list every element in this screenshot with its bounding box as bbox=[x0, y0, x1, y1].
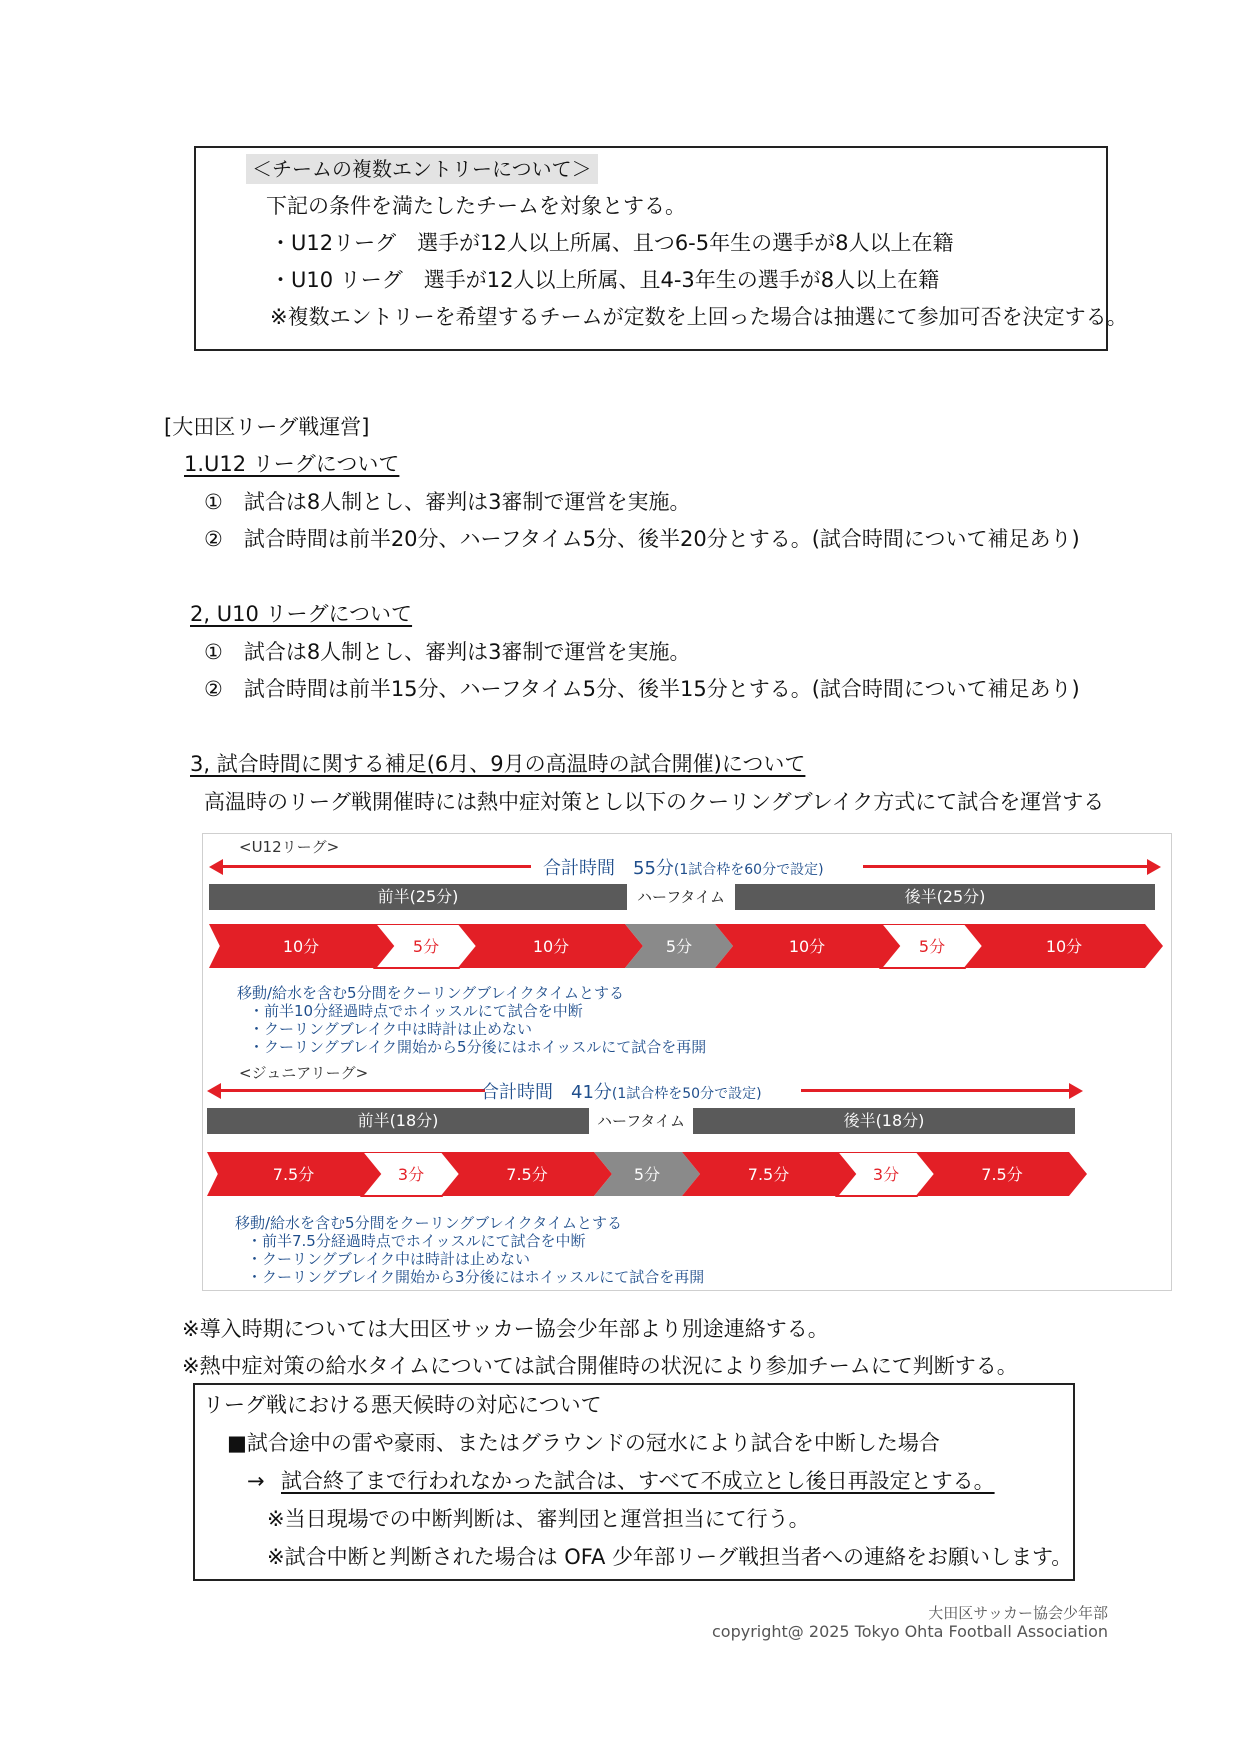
junior-segment-label: 7.5分 bbox=[506, 1165, 548, 1184]
u12-timeline bbox=[209, 924, 1169, 970]
total-line bbox=[219, 1089, 485, 1092]
junior-timeline bbox=[207, 1152, 1167, 1198]
entry-item: ・U12リーグ 選手が12人以上所属、且つ6-5年生の選手が8人以上在籍 bbox=[270, 231, 954, 255]
junior-second-half: 後半(18分) bbox=[693, 1108, 1075, 1134]
total-line bbox=[863, 865, 1149, 868]
weather-rule: 試合終了まで行われなかった試合は、すべて不成立とし後日再設定とする。 bbox=[281, 1469, 995, 1493]
u10-title: 2, U10 リーグについて bbox=[190, 602, 413, 626]
junior-note: 移動/給水を含む5分間をクーリングブレイクタイムとする bbox=[235, 1214, 623, 1232]
weather-note: ※当日現場での中断判断は、審判団と運営担当にて行う。 bbox=[267, 1507, 810, 1531]
junior-label: <ジュニアリーグ> bbox=[239, 1064, 369, 1082]
u12-segment-label: 10分 bbox=[788, 937, 826, 956]
footer-copyright: copyright@ 2025 Tokyo Ohta Football Association bbox=[712, 1622, 1108, 1641]
u10-item: ② 試合時間は前半15分、ハーフタイム5分、後半15分とする。(試合時間について補足あり) bbox=[204, 677, 1080, 701]
u12-item: ① 試合は8人制とし、審判は3審制で運営を実施。 bbox=[204, 490, 691, 514]
junior-segment-label: 7.5分 bbox=[981, 1165, 1023, 1184]
junior-note: ・前半7.5分経過時点でホイッスルにて試合を中断 bbox=[247, 1232, 586, 1250]
u12-segment-label: 5分 bbox=[412, 937, 440, 956]
entry-item: ・U10 リーグ 選手が12人以上所属、且4-3年生の選手が8人以上在籍 bbox=[270, 268, 940, 292]
u12-title: 1.U12 リーグについて bbox=[184, 452, 400, 476]
junior-segment-label: 5分 bbox=[633, 1165, 661, 1184]
junior-halftime: ハーフタイム bbox=[597, 1112, 685, 1130]
u12-segment-label: 5分 bbox=[665, 937, 693, 956]
weather-title: リーグ戦における悪天候時の対応について bbox=[203, 1393, 602, 1417]
u12-note: 移動/給水を含む5分間をクーリングブレイクタイムとする bbox=[237, 984, 625, 1002]
cooling-break-figure bbox=[202, 833, 1172, 1291]
junior-segment-label: 7.5分 bbox=[747, 1165, 790, 1184]
arrow-right-icon bbox=[1147, 859, 1161, 875]
junior-total: 合計時間 41分(1試合枠を50分で設定) bbox=[481, 1082, 762, 1103]
supp-title: 3, 試合時間に関する補足(6月、9月の高温時の試合開催)について bbox=[190, 752, 806, 776]
footer-org: 大田区サッカー協会少年部 bbox=[928, 1604, 1108, 1622]
u12-second-half: 後半(25分) bbox=[735, 884, 1155, 910]
junior-first-half: 前半(18分) bbox=[207, 1108, 589, 1134]
league-heading: [大田区リーグ戦運営] bbox=[164, 415, 370, 439]
note-water-break: ※熱中症対策の給水タイムについては試合開催時の状況により参加チームにて判断する。 bbox=[182, 1354, 1018, 1378]
weather-box bbox=[193, 1383, 1075, 1581]
u12-segment-label: 10分 bbox=[532, 937, 570, 956]
u12-note: ・クーリングブレイク中は時計は止めない bbox=[249, 1020, 533, 1038]
u12-item: ② 試合時間は前半20分、ハーフタイム5分、後半20分とする。(試合時間について補足あり) bbox=[204, 527, 1080, 551]
u12-note: ・クーリングブレイク開始から5分後にはホイッスルにて試合を再開 bbox=[249, 1038, 707, 1056]
u12-label: <U12リーグ> bbox=[239, 838, 340, 856]
entry-intro: 下記の条件を満たしたチームを対象とする。 bbox=[266, 194, 686, 218]
junior-segment-label: 3分 bbox=[397, 1165, 425, 1184]
u12-first-half: 前半(25分) bbox=[209, 884, 627, 910]
junior-note: ・クーリングブレイク中は時計は止めない bbox=[247, 1250, 531, 1268]
junior-segment-label: 7.5分 bbox=[272, 1165, 315, 1184]
weather-note: ※試合中断と判断された場合は OFA 少年部リーグ戦担当者への連絡をお願いします。 bbox=[267, 1545, 1073, 1569]
note-intro-timing: ※導入時期については大田区サッカー協会少年部より別途連絡する。 bbox=[182, 1317, 829, 1341]
total-line bbox=[221, 865, 531, 868]
weather-item: ■試合途中の雷や豪雨、またはグラウンドの冠水により試合を中断した場合 bbox=[227, 1431, 940, 1455]
u12-segment-label: 5分 bbox=[918, 937, 946, 956]
entry-note: ※複数エントリーを希望するチームが定数を上回った場合は抽選にて参加可否を決定する。 bbox=[270, 305, 1128, 329]
junior-note: ・クーリングブレイク開始から3分後にはホイッスルにて試合を再開 bbox=[247, 1268, 705, 1286]
entry-title: ＜チームの複数エントリーについて＞ bbox=[246, 154, 598, 184]
supp-text: 高温時のリーグ戦開催時には熱中症対策とし以下のクーリングブレイク方式にて試合を運営する bbox=[204, 790, 1105, 814]
total-line bbox=[801, 1089, 1069, 1092]
junior-segment-label: 3分 bbox=[872, 1165, 900, 1184]
entry-box bbox=[194, 146, 1128, 351]
u12-segment-label: 10分 bbox=[282, 937, 320, 956]
u12-halftime: ハーフタイム bbox=[637, 888, 725, 906]
u12-note: ・前半10分経過時点でホイッスルにて試合を中断 bbox=[249, 1002, 583, 1020]
u10-item: ① 試合は8人制とし、審判は3審制で運営を実施。 bbox=[204, 640, 691, 664]
u12-segment-label: 10分 bbox=[1045, 937, 1083, 956]
arrow-right-icon bbox=[1069, 1083, 1083, 1099]
weather-arrow: → bbox=[247, 1469, 265, 1493]
u12-total: 合計時間 55分(1試合枠を60分で設定) bbox=[543, 858, 824, 879]
